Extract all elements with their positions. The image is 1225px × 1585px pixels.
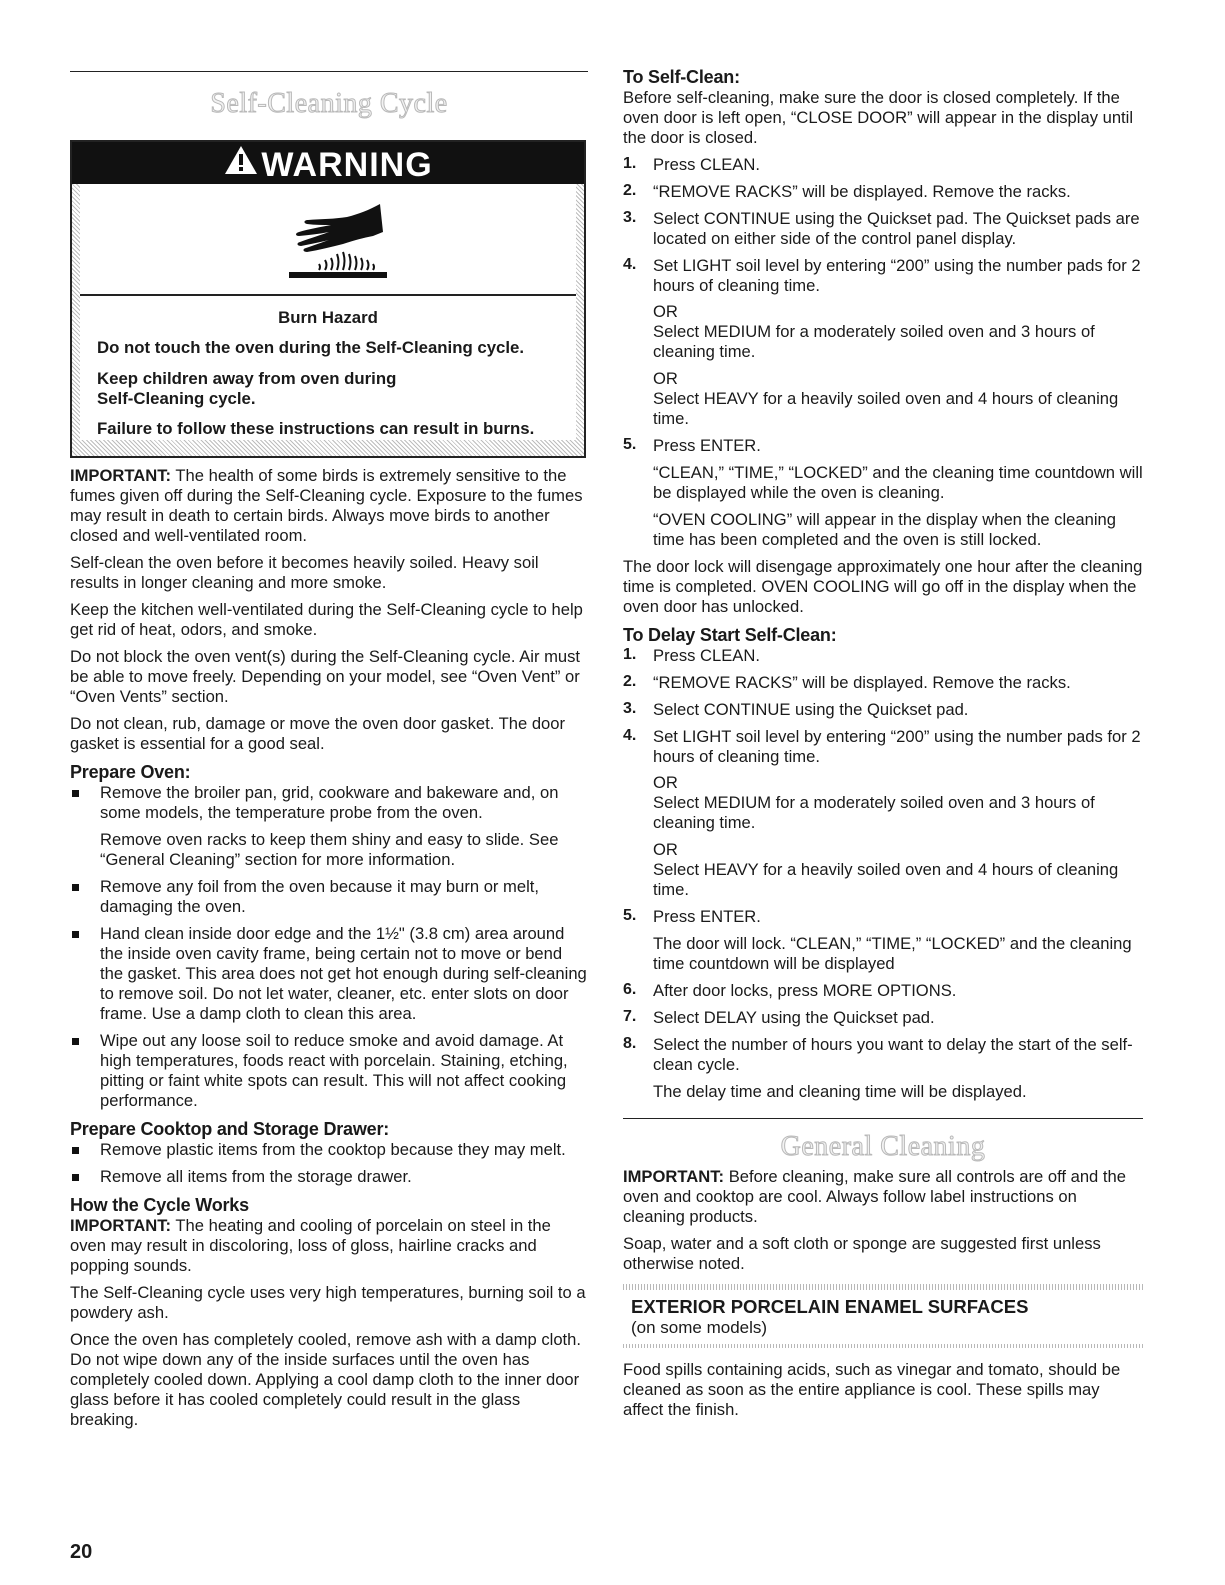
list-item-text: Wipe out any loose soil to reduce smoke and avoid damage. At high temperatures, foods react with porcelain. Staining, etching, pitting or faint white spots can result. This will not affect cooking performance. <box>100 1031 568 1110</box>
paragraph-food-spills: Food spills containing acids, such as vinegar and tomato, should be cleaned as soon as the entire appliance is cool. These spills may affect the finish. <box>623 1360 1121 1419</box>
warning-icon-area <box>80 184 576 296</box>
paragraph-vents: Do not block the oven vent(s) during the Self-Cleaning cycle. Air must be able to move freely. Depending on your model, see “Oven Vent” or “Oven Vents” section. <box>70 647 581 706</box>
list-item-text: Select the number of hours you want to delay the start of the self-clean cycle. <box>653 1035 1133 1074</box>
list-item-continuation: Remove oven racks to keep them shiny and easy to slide. See “General Cleaning” section for more information. <box>100 830 559 869</box>
list-item-text: After door locks, press MORE OPTIONS. <box>653 981 957 1000</box>
list-item-text: Hand clean inside door edge and the 1½" (3.8 cm) area around the inside oven cavity frame, being certain not to move or bend the gasket. This area does not get hot enough during self-cleaning to remove soil. Do not let water, cleaner, etc. enter slots on door frame. Use a damp cloth to clean this area. <box>100 924 587 1023</box>
warning-triangle-icon <box>223 144 259 186</box>
warning-line-2b: Self-Cleaning cycle. <box>97 389 256 408</box>
list-item: 4. Set LIGHT soil level by entering “200” using the number pads for 2 hours of cleaning time. <box>623 727 1143 767</box>
door-lock-paragraph: The door lock will disengage approximately one hour after the cleaning time is completed. OVEN COOLING will go off in the display when the oven door has unlocked. <box>623 557 1143 616</box>
how-important-paragraph <box>70 1216 588 1276</box>
self-clean-intro: Before self-cleaning, make sure the door is closed completely. If the oven door is left open, “CLOSE DOOR” will appear in the display until the door is closed. <box>623 88 1134 147</box>
list-item <box>70 783 588 823</box>
list-item: 1. Press CLEAN. <box>623 646 760 665</box>
list-item-text: Select DELAY using the Quickset pad. <box>653 1008 935 1027</box>
paragraph-high-temperatures: The Self-Cleaning cycle uses very high temperatures, burning soil to a powdery ash. <box>70 1283 586 1322</box>
heading-prepare-oven: Prepare Oven: <box>70 762 191 782</box>
page-number: 20 <box>70 1541 93 1563</box>
important-label: IMPORTANT: <box>623 1167 725 1186</box>
option-medium: Select MEDIUM for a moderately soiled oven and 3 hours of cleaning time. <box>653 793 1095 832</box>
list-item: 4. Set LIGHT soil level by entering “200” using the number pads for 2 hours of cleaning time. <box>623 256 1143 296</box>
exterior-porcelain-banner <box>623 1290 1143 1344</box>
heading-how-cycle-works: How the Cycle Works <box>70 1195 249 1215</box>
important-label: IMPORTANT: <box>70 1216 172 1235</box>
list-item-text: Press ENTER. <box>653 436 761 455</box>
list-item: 3. Select CONTINUE using the Quickset pad. <box>623 700 969 719</box>
list-item-text: Set LIGHT soil level by entering “200” using the number pads for 2 hours of cleaning time. <box>653 256 1141 295</box>
warning-header-label: WARNING <box>261 146 433 185</box>
list-item: 2. “REMOVE RACKS” will be displayed. Remove the racks. <box>623 673 1071 692</box>
bullet-square-icon <box>72 1147 79 1154</box>
list-item <box>70 1140 588 1160</box>
list-item-text: Remove all items from the storage drawer. <box>100 1167 412 1186</box>
list-item: 1. Press CLEAN. <box>623 155 760 174</box>
or-text: OR <box>653 369 678 388</box>
or-text: OR <box>653 773 678 792</box>
list-item-text: Press ENTER. <box>653 907 761 926</box>
step-8-note: The delay time and cleaning time will be displayed. <box>653 1082 1027 1101</box>
warning-title: Burn Hazard <box>278 308 378 327</box>
bullet-square-icon <box>72 1038 79 1045</box>
list-item: 5. Press ENTER. <box>623 436 761 455</box>
option-medium: Select MEDIUM for a moderately soiled oven and 3 hours of cleaning time. <box>653 322 1095 361</box>
hatch-divider-bottom <box>623 1344 1143 1348</box>
or-text: OR <box>653 840 678 859</box>
warning-box <box>70 140 586 458</box>
list-item-text: Press CLEAN. <box>653 155 760 174</box>
list-item <box>70 877 588 917</box>
heading-prepare-cooktop: Prepare Cooktop and Storage Drawer: <box>70 1119 390 1139</box>
paragraph-gasket: Do not clean, rub, damage or move the oven door gasket. The door gasket is essential for a good seal. <box>70 714 566 753</box>
option-heavy: Select HEAVY for a heavily soiled oven and 4 hours of cleaning time. <box>653 389 1119 428</box>
bullet-square-icon <box>72 884 79 891</box>
list-item: 5. Press ENTER. <box>623 907 761 926</box>
bullet-square-icon <box>72 931 79 938</box>
paragraph-ventilation: Keep the kitchen well-ventilated during the Self-Cleaning cycle to help get rid of heat, odors, and smoke. <box>70 600 583 639</box>
important-paragraph <box>70 466 588 546</box>
section-title-general-cleaning: General Cleaning <box>780 1131 986 1162</box>
warning-header <box>72 142 584 184</box>
list-item-text: Remove any foil from the oven because it may burn or melt, damaging the oven. <box>100 877 540 916</box>
step-5-note-b: “OVEN COOLING” will appear in the display when the cleaning time has been completed and the oven is still locked. <box>653 510 1116 549</box>
important-text: The heating and cooling of porcelain on steel in the oven may result in discoloring, loss of gloss, hairline cracks and popping sounds. <box>70 1216 551 1275</box>
list-item-text: Select CONTINUE using the Quickset pad. <box>653 700 969 719</box>
list-item: 2. “REMOVE RACKS” will be displayed. Remove the racks. <box>623 182 1071 201</box>
heading-delay-start: To Delay Start Self-Clean: <box>623 625 837 645</box>
step-5-note-a: “CLEAN,” “TIME,” “LOCKED” and the cleaning time countdown will be displayed while the oven is cleaning. <box>653 463 1143 502</box>
list-item <box>70 924 588 1024</box>
important-text: Before cleaning, make sure all controls are off and the oven and cooktop are cool. Always follow label instructions on cleaning products. <box>623 1167 1126 1226</box>
list-item: 8. Select the number of hours you want to delay the start of the self-clean cycle. <box>623 1035 1143 1075</box>
left-column-body <box>70 466 588 1437</box>
warning-text-area <box>80 296 576 440</box>
step-5-note: The door will lock. “CLEAN,” “TIME,” “LOCKED” and the cleaning time countdown will be displayed <box>653 934 1132 973</box>
list-item: 3. Select CONTINUE using the Quickset pad. The Quickset pads are located on either side of the control panel display. <box>623 209 1143 249</box>
paragraph-remove-ash: Once the oven has completely cooled, remove ash with a damp cloth. Do not wipe down any of the inside surfaces until the oven has completely cooled down. Applying a cool damp cloth to the inner door glass before it has cooled completely could result in the glass breaking. <box>70 1330 581 1429</box>
subheading-on-some-models: (on some models) <box>631 1318 768 1337</box>
general-important-paragraph <box>623 1167 1143 1227</box>
important-label: IMPORTANT: <box>70 466 172 485</box>
burn-hazard-hand-icon <box>285 202 395 285</box>
warning-line-3: Failure to follow these instructions can result in burns. <box>97 419 535 438</box>
warning-line-1: Do not touch the oven during the Self-Cleaning cycle. <box>97 338 525 357</box>
list-item <box>70 1031 588 1111</box>
rule-general-cleaning <box>623 1118 1143 1119</box>
list-item: 6. After door locks, press MORE OPTIONS. <box>623 981 957 1000</box>
list-item-text: Select CONTINUE using the Quickset pad. The Quickset pads are located on either side of the control panel display. <box>653 209 1140 248</box>
or-text: OR <box>653 302 678 321</box>
important-text: The health of some birds is extremely sensitive to the fumes given off during the Self-Cleaning cycle. Exposure to the fumes may result in death to certain birds. Always move birds to another closed and well-ventilated room. <box>70 466 583 545</box>
heading-to-self-clean: To Self-Clean: <box>623 67 740 87</box>
section-title-self-cleaning: Self-Cleaning Cycle <box>210 88 448 119</box>
paragraph-self-clean-before: Self-clean the oven before it becomes heavily soiled. Heavy soil results in longer cleaning and more smoke. <box>70 553 539 592</box>
paragraph-soap-water: Soap, water and a soft cloth or sponge are suggested first unless otherwise noted. <box>623 1234 1101 1273</box>
warning-line-2a: Keep children away from oven during <box>97 369 397 388</box>
top-rule-left <box>70 71 588 72</box>
bullet-square-icon <box>72 790 79 797</box>
list-item-text: Remove plastic items from the cooktop because they may melt. <box>100 1140 566 1159</box>
list-item <box>70 1167 588 1187</box>
heading-exterior-porcelain: EXTERIOR PORCELAIN ENAMEL SURFACES <box>631 1296 1029 1317</box>
option-heavy: Select HEAVY for a heavily soiled oven and 4 hours of cleaning time. <box>653 860 1119 899</box>
list-item-text: Press CLEAN. <box>653 646 760 665</box>
list-item-text: Set LIGHT soil level by entering “200” using the number pads for 2 hours of cleaning time. <box>653 727 1141 766</box>
list-item-text: Remove the broiler pan, grid, cookware and bakeware and, on some models, the temperature probe from the oven. <box>100 783 559 822</box>
right-column <box>623 66 1143 1427</box>
bullet-square-icon <box>72 1174 79 1181</box>
list-item-text: “REMOVE RACKS” will be displayed. Remove the racks. <box>653 673 1071 692</box>
list-item-text: “REMOVE RACKS” will be displayed. Remove the racks. <box>653 182 1071 201</box>
list-item: 7. Select DELAY using the Quickset pad. <box>623 1008 935 1027</box>
